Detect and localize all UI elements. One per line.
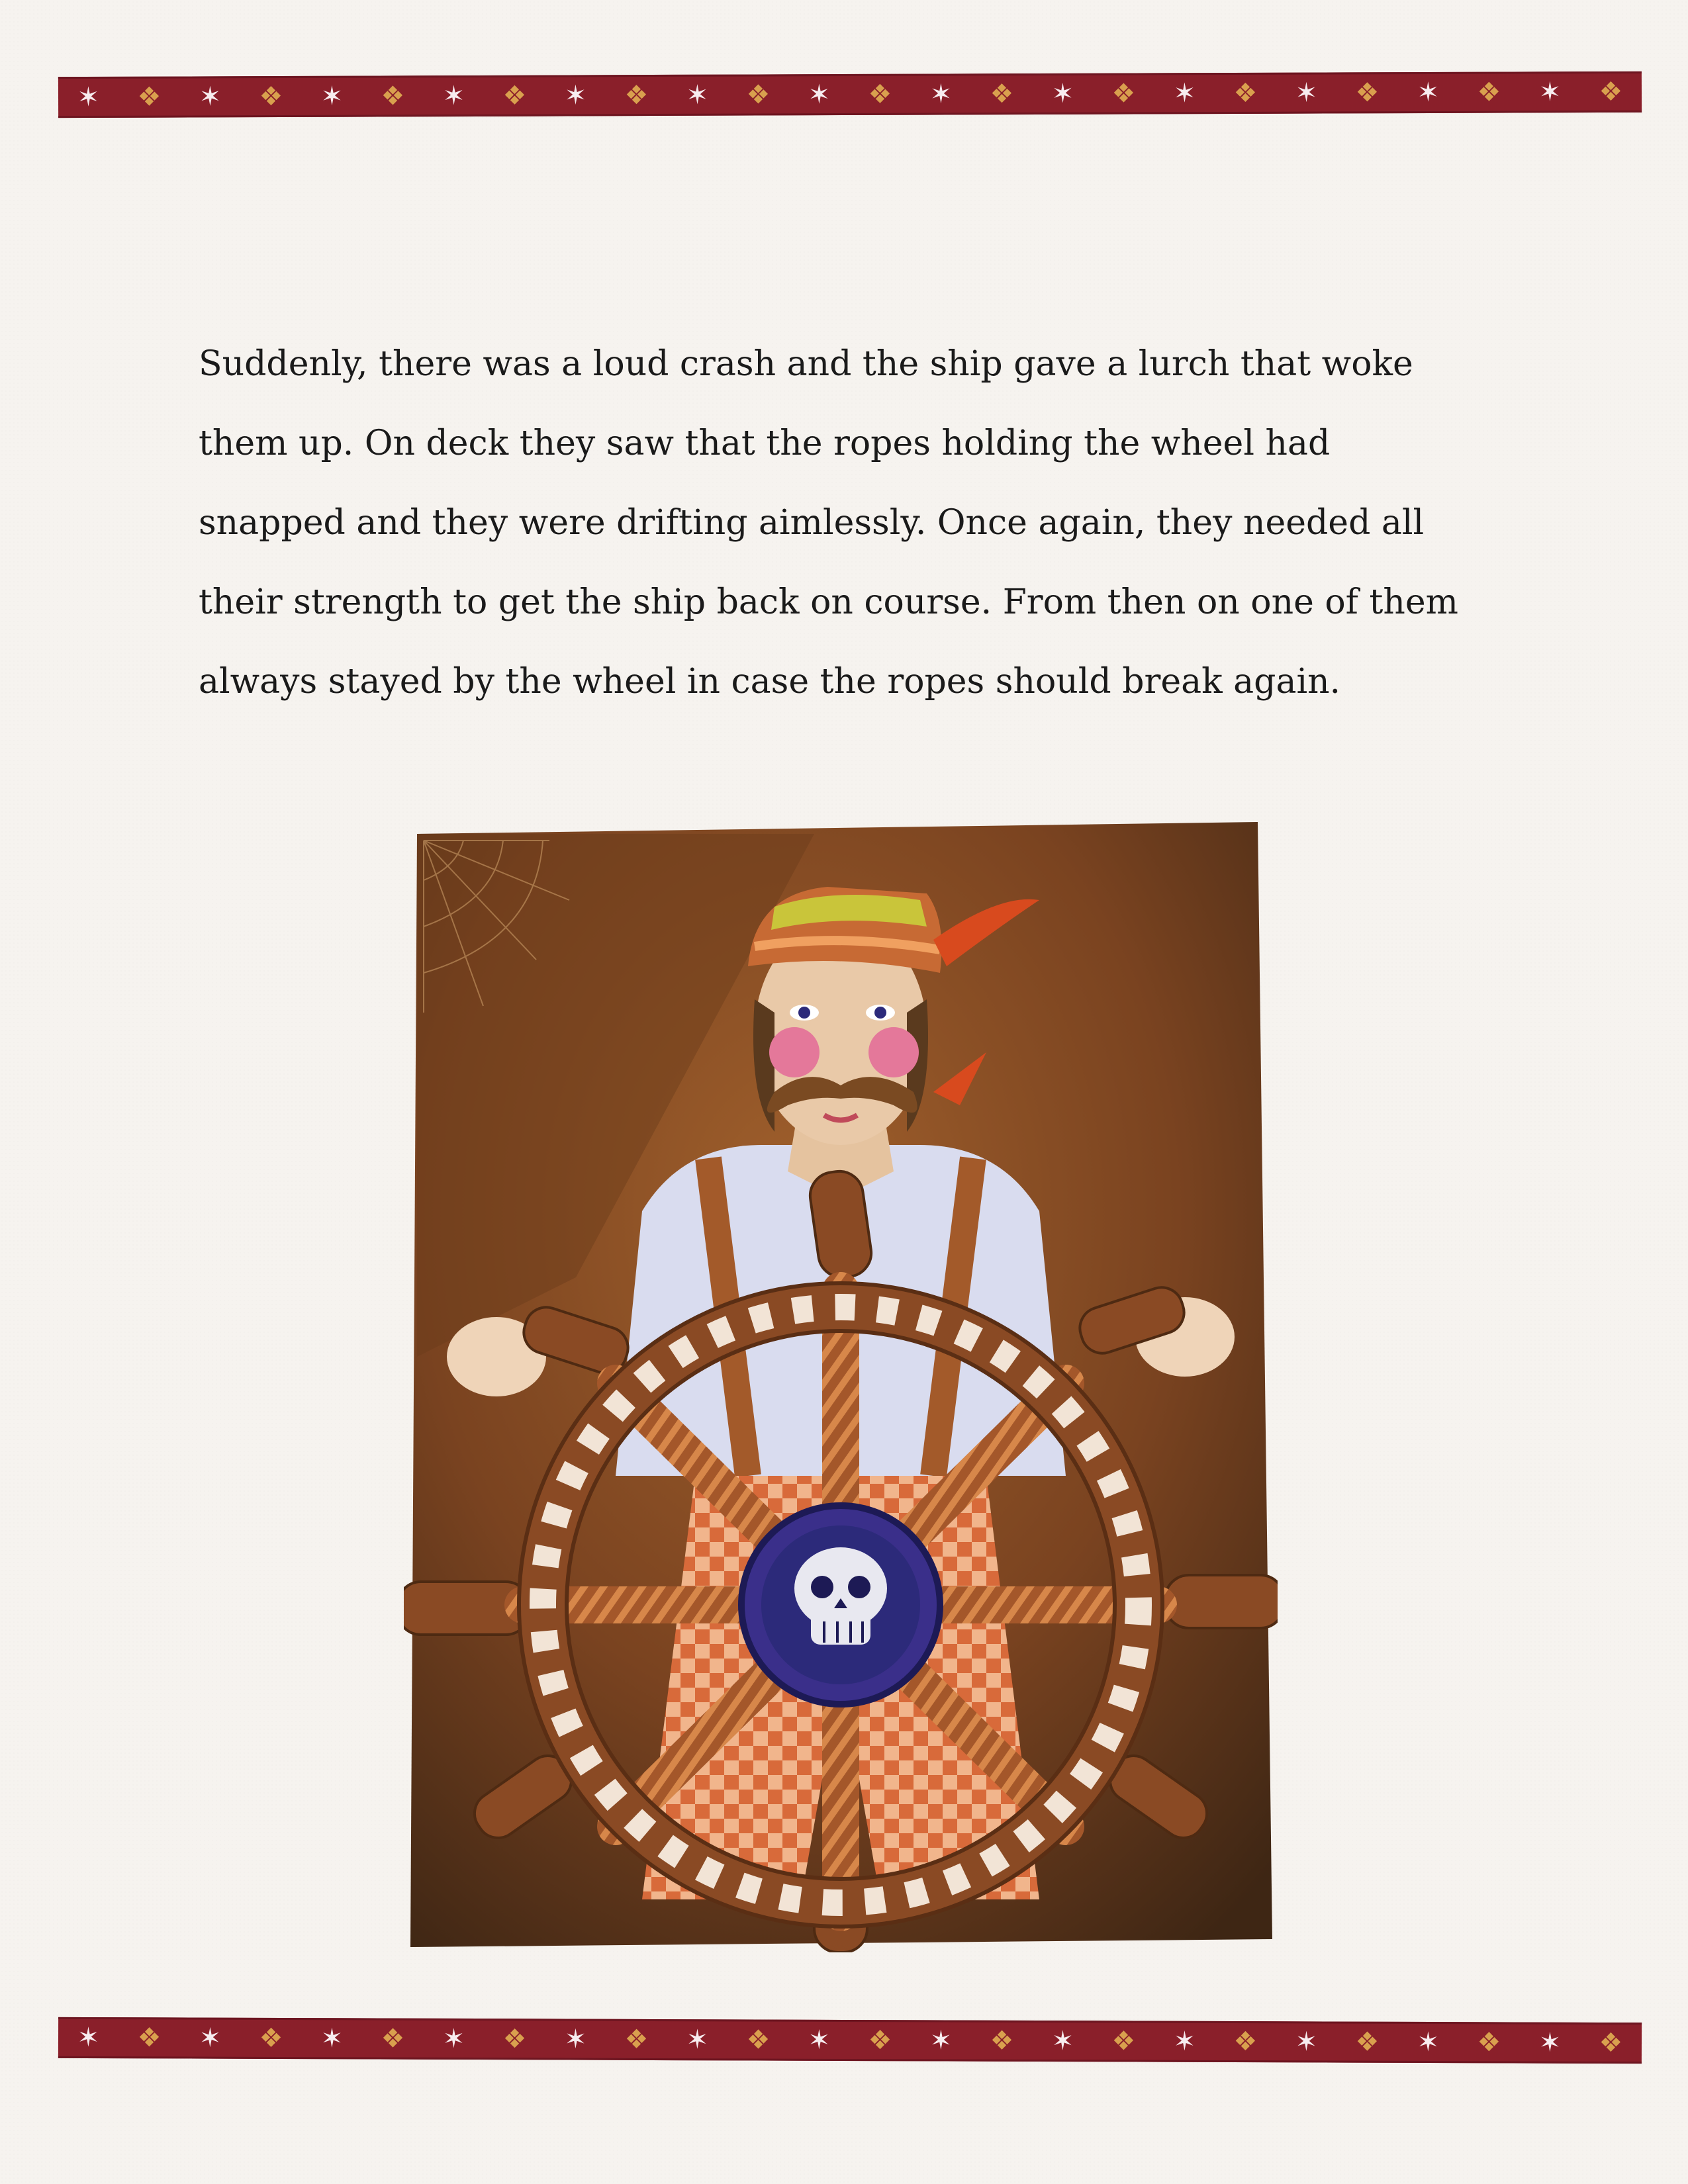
- story-line: snapped and they were drifting aimlessly. Once again, they needed all: [199, 503, 1425, 543]
- star-icon: ✶: [1295, 2026, 1318, 2058]
- flower-icon: ❖: [1477, 77, 1501, 108]
- star-icon: ✶: [1051, 2026, 1074, 2057]
- flower-icon: ❖: [1111, 78, 1136, 109]
- star-icon: ✶: [199, 81, 222, 113]
- flower-icon: ❖: [624, 80, 649, 111]
- top-decorative-border: [58, 71, 1642, 118]
- flower-icon: ❖: [1599, 2027, 1623, 2059]
- star-icon: ✶: [442, 81, 465, 112]
- flower-icon: ❖: [868, 2025, 892, 2056]
- bottom-decorative-border: [58, 2017, 1642, 2064]
- story-line: Suddenly, there was a loud crash and the ship gave a lurch that woke: [199, 344, 1413, 384]
- pirate-at-wheel-illustration: [404, 814, 1278, 1952]
- star-icon: ✶: [808, 2025, 831, 2056]
- flower-icon: ❖: [381, 2023, 405, 2054]
- story-line: their strength to get the ship back on course. From then on one of them: [199, 582, 1458, 622]
- star-icon: ✶: [564, 80, 587, 111]
- flower-icon: ❖: [502, 80, 527, 111]
- flower-icon: ❖: [990, 79, 1014, 110]
- star-icon: ✶: [1417, 77, 1440, 109]
- star-icon: ✶: [320, 2023, 344, 2054]
- flower-icon: ❖: [990, 2025, 1014, 2056]
- flower-icon: ❖: [1233, 77, 1258, 109]
- star-icon: ✶: [320, 81, 344, 112]
- flower-icon: ❖: [1599, 76, 1623, 108]
- star-icon: ✶: [1417, 2026, 1440, 2058]
- star-icon: ✶: [77, 81, 100, 113]
- star-icon: ✶: [1051, 78, 1074, 109]
- star-icon: ✶: [77, 2022, 100, 2054]
- flower-icon: ❖: [1477, 2027, 1501, 2058]
- flower-icon: ❖: [137, 81, 162, 113]
- flower-icon: ❖: [1355, 2026, 1380, 2058]
- star-icon: ✶: [1295, 77, 1318, 109]
- flower-icon: ❖: [1233, 2026, 1258, 2058]
- story-line: them up. On deck they saw that the ropes holding the wheel had: [199, 424, 1331, 463]
- flower-icon: ❖: [1111, 2026, 1136, 2057]
- star-icon: ✶: [929, 79, 953, 110]
- star-icon: ✶: [1538, 77, 1562, 108]
- flower-icon: ❖: [624, 2024, 649, 2055]
- star-icon: ✶: [442, 2023, 465, 2054]
- star-icon: ✶: [929, 2025, 953, 2056]
- star-icon: ✶: [686, 2025, 709, 2056]
- flower-icon: ❖: [1355, 77, 1380, 109]
- star-icon: ✶: [199, 2023, 222, 2054]
- flower-icon: ❖: [868, 79, 892, 110]
- star-icon: ✶: [1173, 78, 1196, 109]
- star-icon: ✶: [564, 2024, 587, 2055]
- story-line: always stayed by the wheel in case the ropes should break again.: [199, 662, 1341, 702]
- star-icon: ✶: [1173, 2026, 1196, 2057]
- flower-icon: ❖: [259, 2023, 283, 2054]
- star-icon: ✶: [686, 79, 709, 111]
- flower-icon: ❖: [746, 79, 771, 111]
- flower-icon: ❖: [381, 81, 405, 112]
- story-paragraph: [199, 324, 1489, 721]
- flower-icon: ❖: [502, 2024, 527, 2055]
- star-icon: ✶: [1538, 2027, 1562, 2058]
- flower-icon: ❖: [137, 2023, 162, 2054]
- flower-icon: ❖: [259, 81, 283, 113]
- flower-icon: ❖: [746, 2025, 771, 2056]
- star-icon: ✶: [808, 79, 831, 111]
